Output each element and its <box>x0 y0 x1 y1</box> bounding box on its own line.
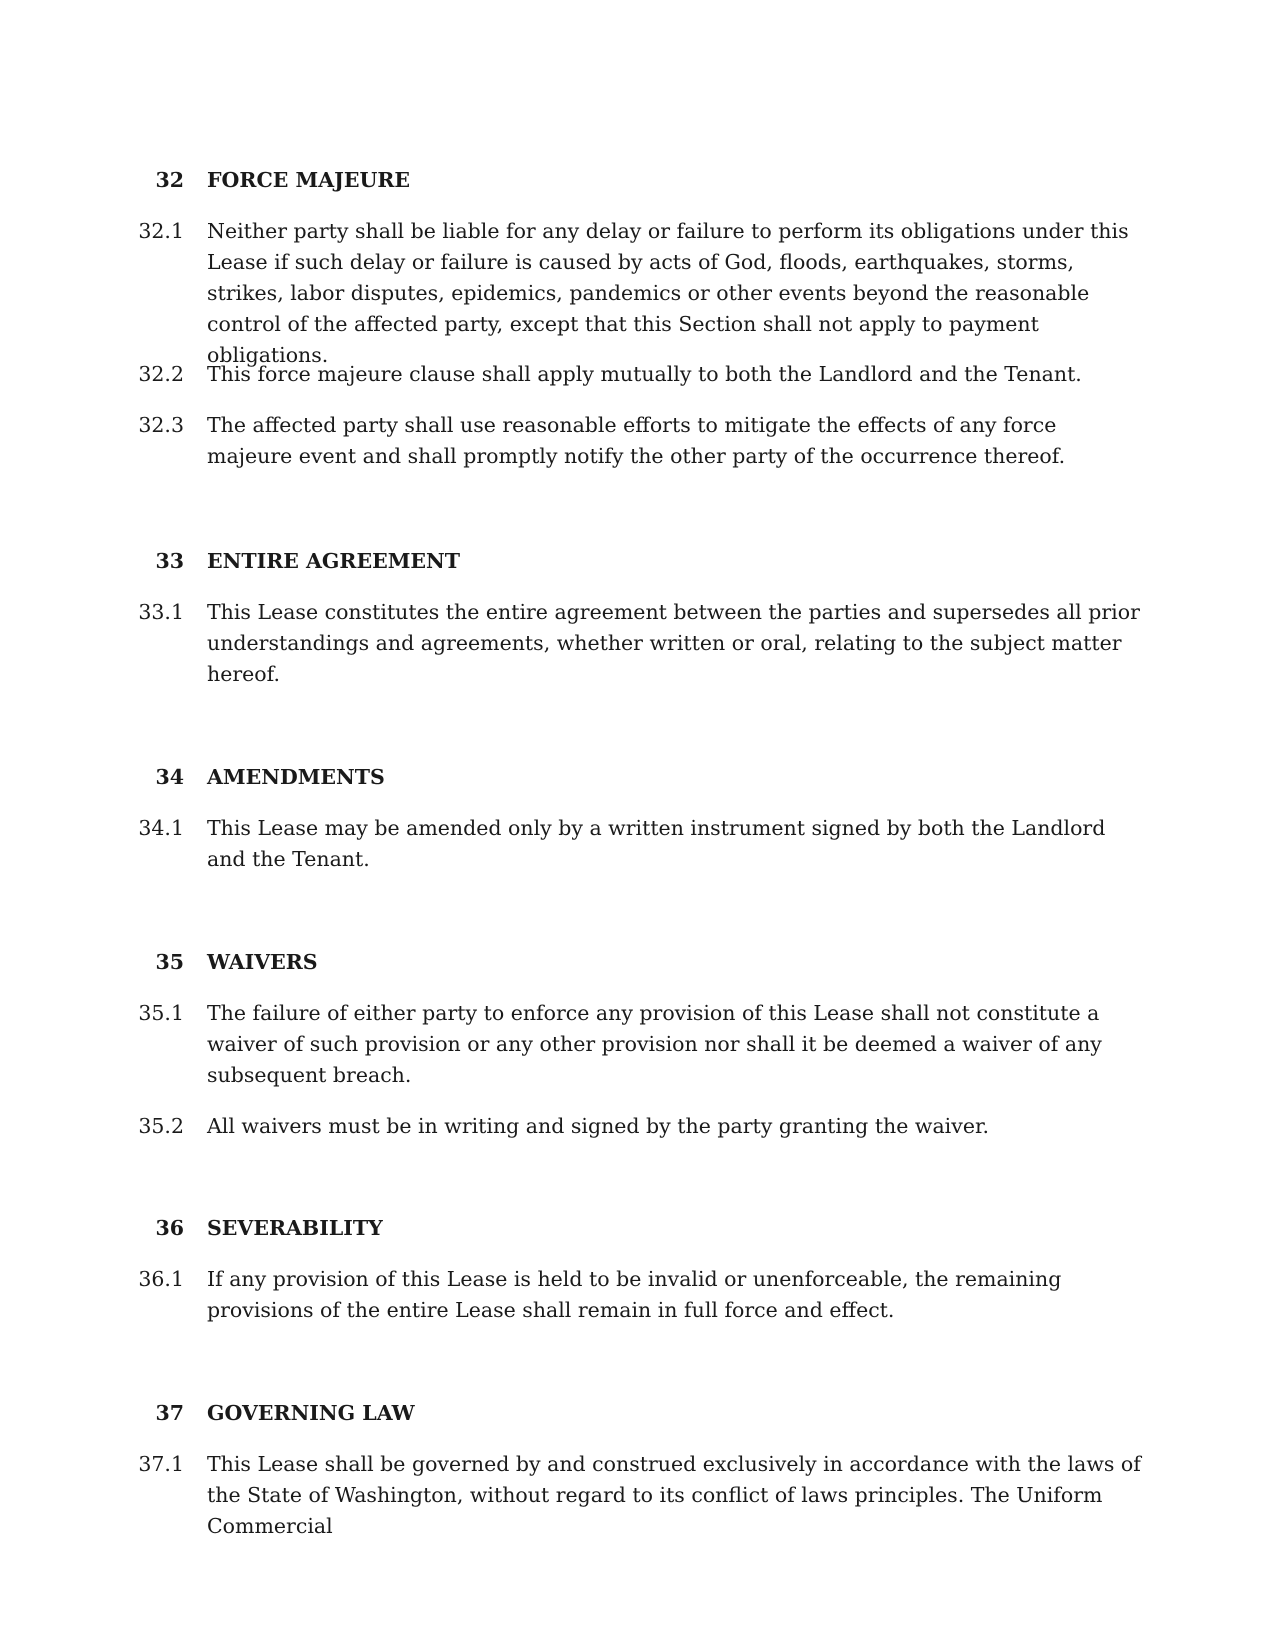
section-number: 37 <box>155 1401 184 1425</box>
clause-number: 37.1 <box>138 1452 184 1476</box>
section-title: AMENDMENTS <box>207 765 385 789</box>
section-number: 33 <box>155 549 184 573</box>
clause-text: This Lease shall be governed by and construed exclusively in accordance with the laws of the State of Washington, without regard to its conflict of laws principles. The Uniform Commercial <box>207 1452 1141 1538</box>
clause-number: 36.1 <box>138 1267 184 1291</box>
section-number: 32 <box>155 168 184 192</box>
clause-text: If any provision of this Lease is held to be invalid or unenforceable, the remaining provisions of the entire Lease shall remain in full force and effect. <box>207 1267 1062 1322</box>
section-title: WAIVERS <box>207 950 318 974</box>
clause-text: The affected party shall use reasonable efforts to mitigate the effects of any force majeure event and shall promptly notify the other party of the occurrence thereof. <box>207 413 1066 468</box>
clause-number: 34.1 <box>138 816 184 840</box>
clause-number: 35.1 <box>138 1001 184 1025</box>
section-number: 35 <box>155 950 184 974</box>
clause-number: 32.2 <box>138 362 184 386</box>
section-title: SEVERABILITY <box>207 1216 383 1240</box>
section-title: GOVERNING LAW <box>207 1401 415 1425</box>
clause-text: Neither party shall be liable for any delay or failure to perform its obligations under this Lease if such delay or failure is caused by acts of God, floods, earthquakes, storms, strikes, labor disputes, epidemics, pandemics or other events beyond the reasonable control of the affected party, except that this Section shall not apply to payment obligations. <box>207 219 1129 367</box>
clause-text: The failure of either party to enforce any provision of this Lease shall not constitute a waiver of such provision or any other provision nor shall it be deemed a waiver of any subsequent breach. <box>207 1001 1102 1087</box>
clause-text: This Lease constitutes the entire agreement between the parties and supersedes all prior understandings and agreements, whether written or oral, relating to the subject matter hereof. <box>207 600 1140 686</box>
clause-text: This force majeure clause shall apply mutually to both the Landlord and the Tenant. <box>207 362 1082 386</box>
section-title: ENTIRE AGREEMENT <box>207 549 461 573</box>
clause-text: This Lease may be amended only by a written instrument signed by both the Landlord and the Tenant. <box>207 816 1106 871</box>
clause-number: 35.2 <box>138 1114 184 1138</box>
section-number: 36 <box>155 1216 184 1240</box>
clause-text: All waivers must be in writing and signed by the party granting the waiver. <box>207 1114 990 1138</box>
clause-number: 32.1 <box>138 219 184 243</box>
clause-number: 32.3 <box>138 413 184 437</box>
section-title: FORCE MAJEURE <box>207 168 410 192</box>
clause-number: 33.1 <box>138 600 184 624</box>
section-number: 34 <box>155 765 184 789</box>
